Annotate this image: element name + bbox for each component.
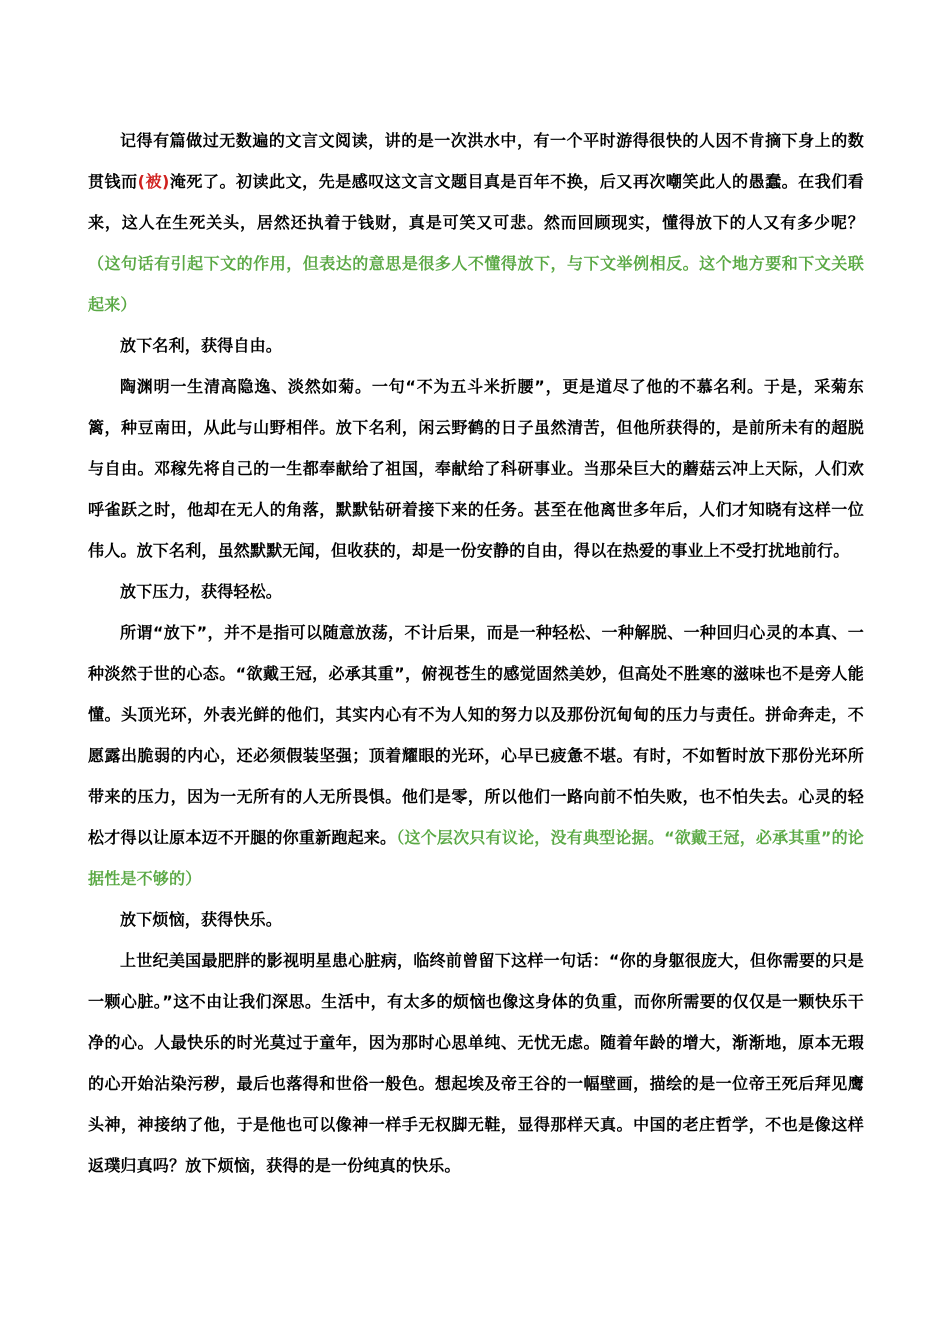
- teacher-comment-pressure: （这个层次只有议论，没有典型论据。“欲戴王冠，必承其重”的论据性是不够的）: [88, 828, 864, 888]
- body-worry-text: 上世纪美国最肥胖的影视明星患心脏病，临终前曾留下这样一句话：“你的身躯很庞大，但你需要的只是一颗心脏。”这不由让我们深思。生活中，有太多的烦恼也像这身体的负重，而你所需要的仅仅是一颗快乐干净的心。人最快乐的时光莫过于童年，因为那时心思单纯、无忧无虑。随着年龄的增大，渐渐地，原本无瑕的心开始沾染污秽，最后也落得和世俗一般色。想起埃及帝王谷的一幅壁画，描绘的是一位帝王死后拜见鹰头神，神接纳了他，于是他也可以像神一样手无权脚无鞋，显得那样天真。中国的老庄哲学，不也是像这样返璞归真吗？放下烦恼，获得的是一份纯真的快乐。: [88, 951, 864, 1175]
- section-heading-fame: [88, 325, 864, 366]
- passive-marker-annotation: (被): [137, 172, 170, 191]
- body-paragraph-worry: [88, 940, 864, 1186]
- section-heading-pressure: [88, 571, 864, 612]
- teacher-comment-intro: （这句话有引起下文的作用，但表达的意思是很多人不懂得放下，与下文举例相反。这个地方要和下文关联起来）: [88, 254, 864, 314]
- body-pressure-text: 所谓“放下”，并不是指可以随意放荡，不计后果，而是一种轻松、一种解脱、一种回归心灵的本真、一种淡然于世的心态。“欲戴王冠，必承其重”，俯视苍生的感觉固然美妙，但高处不胜寒的滋味也不是旁人能懂。头顶光环，外表光鲜的他们，其实内心有不为人知的努力以及那份沉甸甸的压力与责任。拼命奔走，不愿露出脆弱的内心，还必须假装坚强；顶着耀眼的光环，心早已疲惫不堪。有时，不如暂时放下那份光环所带来的压力，因为一无所有的人无所畏惧。他们是零，所以他们一路向前不怕失败，也不怕失去。心灵的轻松才得以让原本迈不开腿的你重新跑起来。: [88, 623, 864, 847]
- document-page: [88, 120, 864, 1186]
- body-paragraph-pressure: [88, 612, 864, 899]
- heading-pressure-text: 放下压力，获得轻松。: [120, 582, 283, 601]
- intro-text-part1: 记得有篇做过无数遍的文言文阅读，讲的是一次洪水中，有一个平时游得很快的人因不肯摘下身上的数贯钱而: [88, 131, 864, 191]
- section-heading-worry: [88, 899, 864, 940]
- intro-paragraph: [88, 120, 864, 325]
- heading-fame-text: 放下名利，获得自由。: [120, 336, 283, 355]
- body-fame-text: 陶渊明一生清高隐逸、淡然如菊。一句“不为五斗米折腰”，更是道尽了他的不慕名利。于是，采菊东篱，种豆南田，从此与山野相伴。放下名利，闲云野鹤的日子虽然清苦，但他所获得的，是前所未有的超脱与自由。邓稼先将自己的一生都奉献给了祖国，奉献给了科研事业。当那朵巨大的蘑菇云冲上天际，人们欢呼雀跃之时，他却在无人的角落，默默钻研着接下来的任务。甚至在他离世多年后，人们才知晓有这样一位伟人。放下名利，虽然默默无闻，但收获的，却是一份安静的自由，得以在热爱的事业上不受打扰地前行。: [88, 377, 864, 560]
- heading-worry-text: 放下烦恼，获得快乐。: [120, 910, 283, 929]
- intro-text-part2: 淹死了。初读此文，先是感叹这文言文题目真是百年不换，后又再次嘲笑此人的愚蠢。在我们看来，这人在生死关头，居然还执着于钱财，真是可笑又可悲。然而回顾现实，懂得放下的人又有多少呢？: [88, 172, 864, 232]
- body-paragraph-fame: [88, 366, 864, 571]
